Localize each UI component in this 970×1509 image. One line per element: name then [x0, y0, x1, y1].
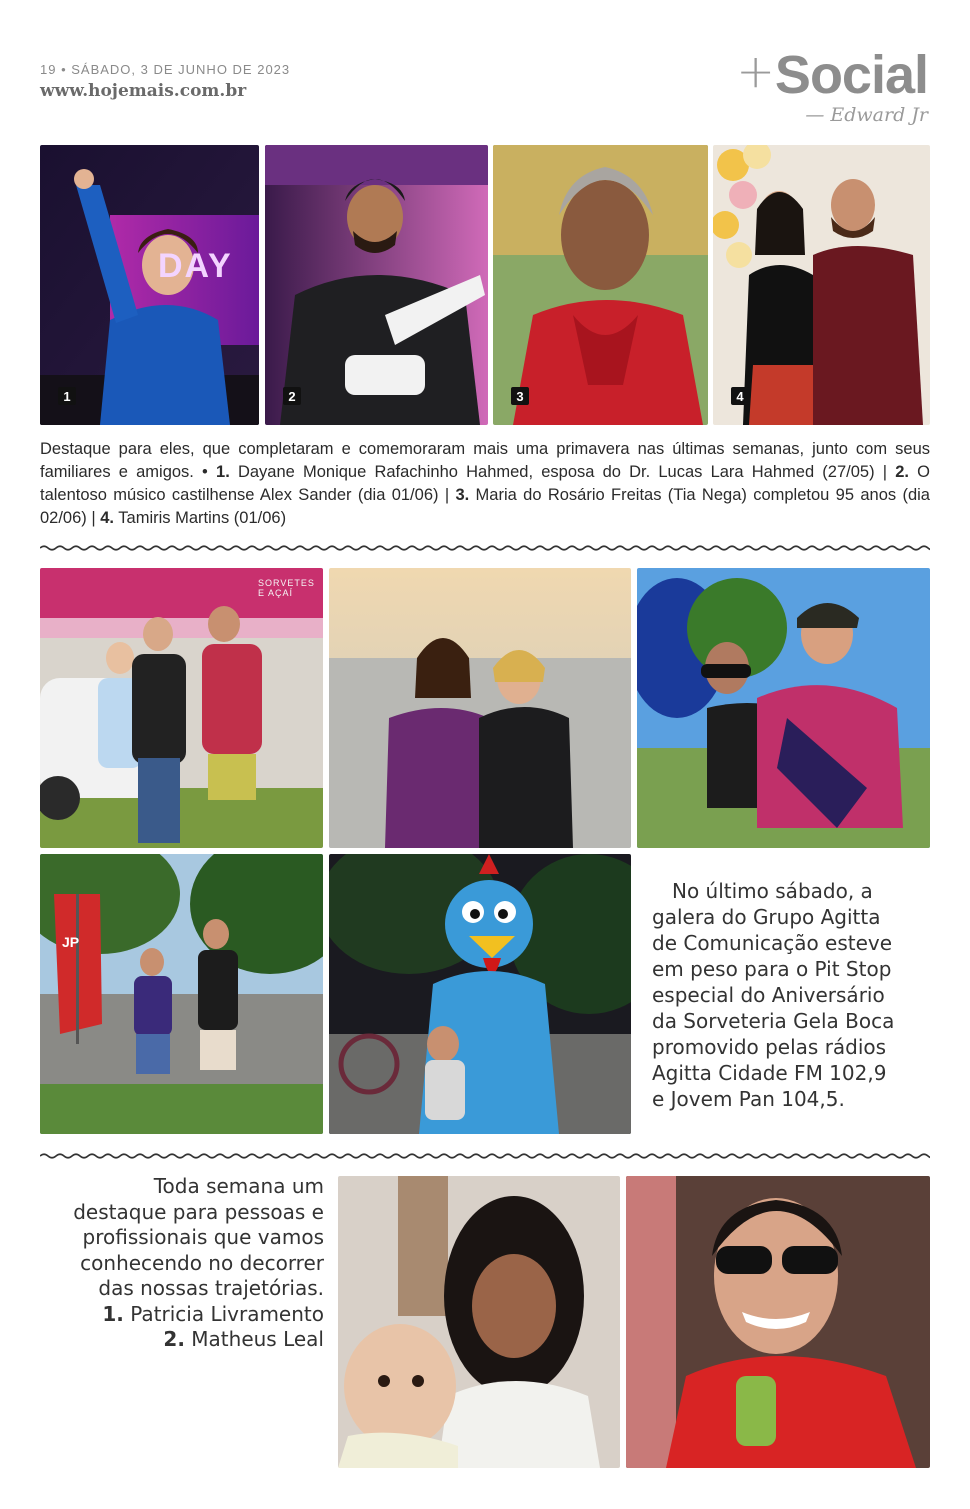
- pitstop-photo-1: [40, 568, 323, 848]
- birthday-photo-2: [265, 145, 488, 425]
- birthday-caption: [40, 438, 930, 530]
- caption-item-4: Tamiris Martins (01/06): [114, 509, 287, 527]
- person-num: 1.: [102, 1301, 124, 1326]
- caption-item-2: O talentoso músico castilhense Alex Sander (dia 01/06) |: [40, 463, 930, 504]
- photo-number-badge: 4: [731, 387, 749, 405]
- site-url[interactable]: www.hojemais.com.br: [40, 81, 247, 101]
- caption-item-3: Maria do Rosário Freitas (Tia Nega) completou 95 anos (dia 02/06) |: [40, 486, 930, 527]
- person-num: 2.: [163, 1327, 185, 1351]
- page-meta: 19 • SÁBADO, 3 DE JUNHO DE 2023: [40, 62, 291, 77]
- highlight-line: conhecendo no decorrer: [80, 1250, 324, 1275]
- highlight-line: Toda semana um: [153, 1174, 324, 1198]
- pitstop-text: [652, 878, 902, 1112]
- highlight-line: destaque para pessoas e: [73, 1199, 324, 1224]
- pitstop-photo-2: [329, 568, 631, 848]
- birthday-photo-4: [713, 145, 930, 425]
- photo-number-badge: 2: [283, 387, 301, 405]
- brand-word: Social: [774, 45, 928, 105]
- brand-signature: — Edward Jr: [805, 104, 928, 126]
- stage-sign: DAY: [158, 247, 233, 285]
- caption-item-1: Dayane Monique Rafachinho Hahmed, esposa do Dr. Lucas Lara Hahmed (27/05) |: [229, 463, 896, 481]
- highlight-line: profissionais que vamos: [82, 1225, 324, 1249]
- highlight-line: das nossas trajetórias.: [98, 1276, 324, 1300]
- pitstop-paragraph: No último sábado, a galera do Grupo Agitta de Comunicação esteve em peso para o Pit Stop especial do Aniversário da Sorveteria Gela Boca promovido pelas rádios Agitta Cidade FM 102,9 e Jovem Pan 104,5.: [652, 879, 895, 1111]
- wavy-divider: [40, 542, 930, 554]
- caption-num-2: 2.: [895, 463, 909, 481]
- highlight-photo-2: [626, 1176, 930, 1468]
- highlight-text: [60, 1174, 324, 1353]
- highlight-person-2: [60, 1327, 324, 1353]
- caption-num-3: 3.: [455, 486, 470, 504]
- birthday-photo-3: [493, 145, 708, 425]
- photo-number-badge: 1: [58, 387, 76, 405]
- brand-plus: +: [736, 44, 775, 98]
- highlight-person-1: [60, 1302, 324, 1328]
- caption-num-1: 1.: [216, 463, 230, 481]
- pitstop-photo-3: [637, 568, 930, 848]
- store-sign: SORVETES E AÇAÍ: [258, 578, 315, 598]
- pitstop-photo-4: [40, 854, 323, 1134]
- highlight-photo-1: [338, 1176, 620, 1468]
- pitstop-photo-5: [329, 854, 631, 1134]
- photo-number-badge: 3: [511, 387, 529, 405]
- section-logo: [736, 44, 928, 126]
- caption-num-4: 4.: [100, 509, 115, 527]
- person-name: Patricia Livramento: [123, 1301, 324, 1326]
- person-name: Matheus Leal: [184, 1327, 324, 1351]
- caption-intro: Destaque para eles, que completaram e comemoraram mais uma primavera nas últimas semanas, junto com seus familiares e amigos. •: [40, 440, 930, 481]
- banner-text: JP: [62, 934, 80, 950]
- wavy-divider: [40, 1150, 930, 1162]
